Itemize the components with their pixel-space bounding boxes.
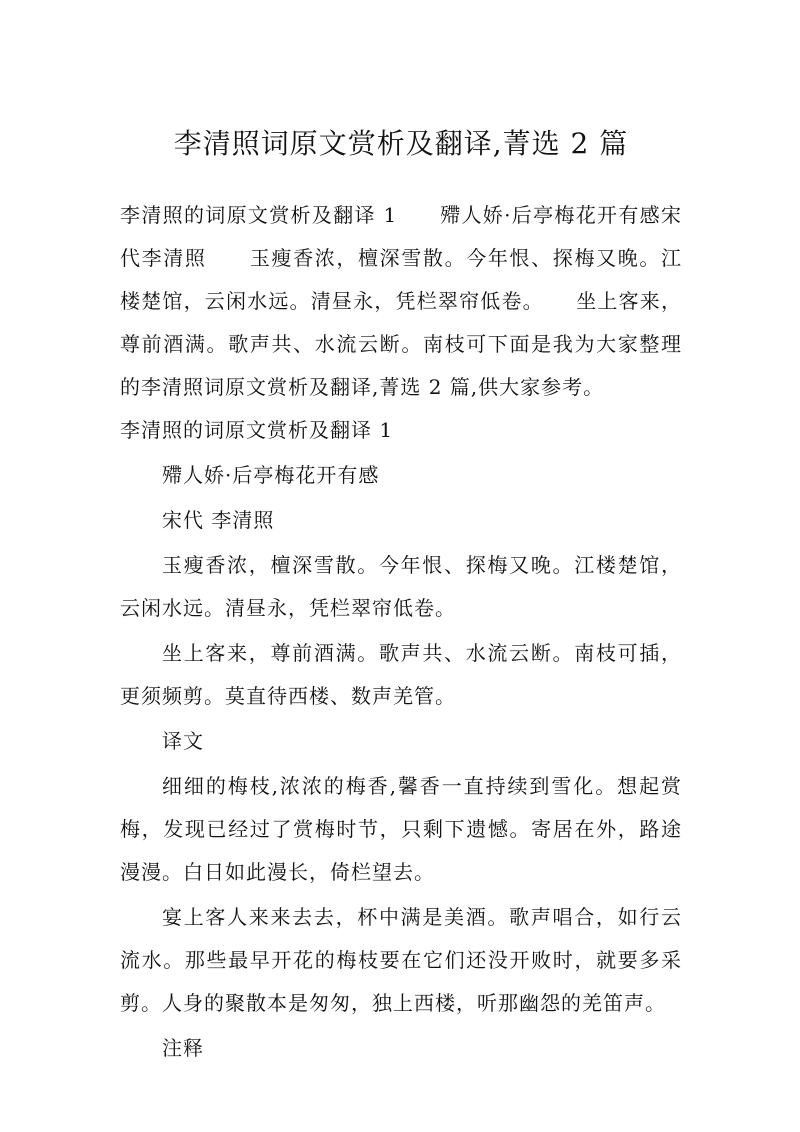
poem-title: 殢人娇·后亭梅花开有感	[162, 463, 380, 487]
document-title: 李清照词原文赏析及翻译,菁选 2 篇	[173, 127, 629, 160]
translation-paragraph-2: 宴上客人来来去去，杯中满是美酒。歌声唱合，如行云流水。那些最早开花的梅枝要在它们还没开败时，就要多采剪。人身的聚散本是匆匆，独上西楼，听那幽怨的羌笛声。	[120, 905, 682, 1015]
poem-stanza-2: 坐上客来，尊前酒满。歌声共、水流云断。南枝可插，更须频剪。莫直待西楼、数声羌管。	[120, 641, 682, 708]
section-heading: 李清照的词原文赏析及翻译 1	[120, 418, 394, 442]
poem-stanza-1: 玉瘦香浓，檀深雪散。今年恨、探梅又晚。江楼楚馆，云闲水远。清昼永，凭栏翠帘低卷。	[120, 553, 682, 620]
poem-author: 宋代 李清照	[162, 508, 275, 532]
notes-heading: 注释	[162, 1036, 204, 1060]
intro-summary: 李清照的词原文赏析及翻译 1 殢人娇·后亭梅花开有感宋代李清照 玉瘦香浓，檀深雪散。今年恨、探梅又晚。江楼楚馆，云闲水远。清昼永，凭栏翠帘低卷。 坐上客来，尊前酒满。歌声共、水流云断。南枝可下面是我为大家整理的李清照词原文赏析及翻译,菁选 2 篇,供大家参考。	[120, 203, 682, 399]
translation-paragraph-1: 细细的梅枝,浓浓的梅香,馨香一直持续到雪化。想起赏梅，发现已经过了赏梅时节，只剩下遗憾。寄居在外，路途漫漫。白日如此漫长，倚栏望去。	[120, 774, 682, 884]
translation-heading: 译文	[162, 729, 204, 753]
